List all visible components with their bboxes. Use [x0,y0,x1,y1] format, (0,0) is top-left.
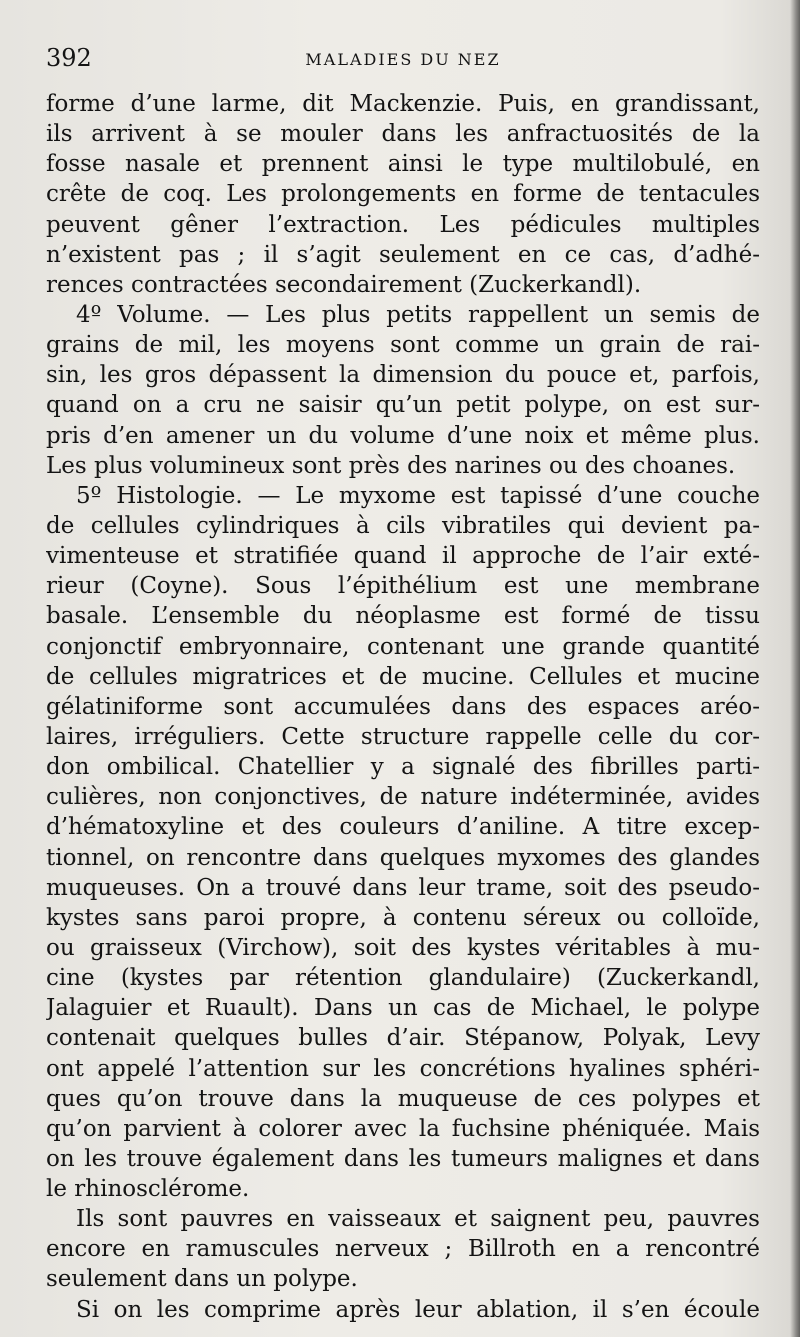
text-line: Les plus volumineux sont près des narines ou des choanes. [46,452,736,479]
text-line: pris d’en amener un du volume d’une noix et même plus. [46,422,760,449]
page-number: 392 [46,44,92,72]
body-text [46,89,760,1325]
text-line: vimenteuse et stratifiée quand il approche de l’air exté- [46,543,760,570]
text-line: peuvent gêner l’extraction. Les pédicules multiples [46,211,760,238]
text-line: Ils sont pauvres en vaisseaux et saignent peu, pauvres [76,1206,760,1233]
text-line: muqueuses. On a trouvé dans leur trame, soit des pseudo- [46,874,760,901]
text-line: de cellules migratrices et de mucine. Cellules et mucine [46,663,760,690]
text-line: d’hématoxyline et des couleurs d’aniline. A titre excep- [46,814,760,841]
page-header [46,40,760,80]
text-line: sin, les gros dépassent la dimension du pouce et, parfois, [46,362,760,389]
text-line: kystes sans paroi propre, à contenu séreux ou colloïde, [46,904,760,931]
text-line: seulement dans un polype. [46,1266,358,1293]
text-line: on les trouve également dans les tumeurs malignes et dans [46,1145,760,1172]
text-line: ils arrivent à se mouler dans les anfractuosités de la [46,121,760,148]
text-line: grains de mil, les moyens sont comme un grain de rai- [46,332,760,359]
text-line: quand on a cru ne saisir qu’un petit polype, on est sur- [46,392,760,419]
text-line: conjonctif embryonnaire, contenant une grande quantité [46,633,760,660]
text-line: encore en ramuscules nerveux ; Billroth en a rencontré [46,1236,760,1263]
running-title: MALADIES DU NEZ [305,50,501,69]
text-line: Jalaguier et Ruault). Dans un cas de Michael, le polype [46,995,760,1022]
text-line: 5º Histologie. — Le myxome est tapissé d’une couche [76,482,760,509]
text-line: don ombilical. Chatellier y a signalé des fibrilles parti- [46,754,760,781]
text-line: gélatiniforme sont accumulées dans des espaces aréo- [46,693,760,720]
text-line: tionnel, on rencontre dans quelques myxomes des glandes [46,844,760,871]
text-line: rences contractées secondairement (Zuckerkandl). [46,271,642,298]
text-line: basale. L’ensemble du néoplasme est formé de tissu [46,603,760,630]
text-line: n’existent pas ; il s’agit seulement en ce cas, d’adhé- [46,241,760,268]
text-line: ont appelé l’attention sur les concrétions hyalines sphéri- [46,1055,760,1082]
text-line: laires, irréguliers. Cette structure rappelle celle du cor- [46,723,760,750]
text-line: de cellules cylindriques à cils vibratiles qui devient pa- [46,512,760,539]
text-line: ou graisseux (Virchow), soit des kystes véritables à mu- [46,934,760,961]
text-line: ques qu’on trouve dans la muqueuse de ces polypes et [46,1085,760,1112]
text-line: 4º Volume. — Les plus petits rappellent un semis de [76,301,760,328]
text-line: le rhinosclérome. [46,1176,250,1203]
text-line: qu’on parvient à colorer avec la fuchsine phéniquée. Mais [46,1115,760,1142]
text-line: Si on les comprime après leur ablation, il s’en écoule [76,1296,760,1323]
text-line: contenait quelques bulles d’air. Stépanow, Polyak, Levy [46,1025,760,1052]
text-line: rieur (Coyne). Sous l’épithélium est une membrane [46,573,760,600]
text-line: cine (kystes par rétention glandulaire) (Zuckerkandl, [46,965,760,992]
text-line: fosse nasale et prennent ainsi le type multilobulé, en [46,151,760,178]
text-line: forme d’une larme, dit Mackenzie. Puis, en grandissant, [46,91,760,117]
text-line: crête de coq. Les prolongements en forme de tentacules [46,181,760,208]
text-line: culières, non conjonctives, de nature indéterminée, avides [46,784,760,811]
page-edge-shadow [790,0,800,1337]
